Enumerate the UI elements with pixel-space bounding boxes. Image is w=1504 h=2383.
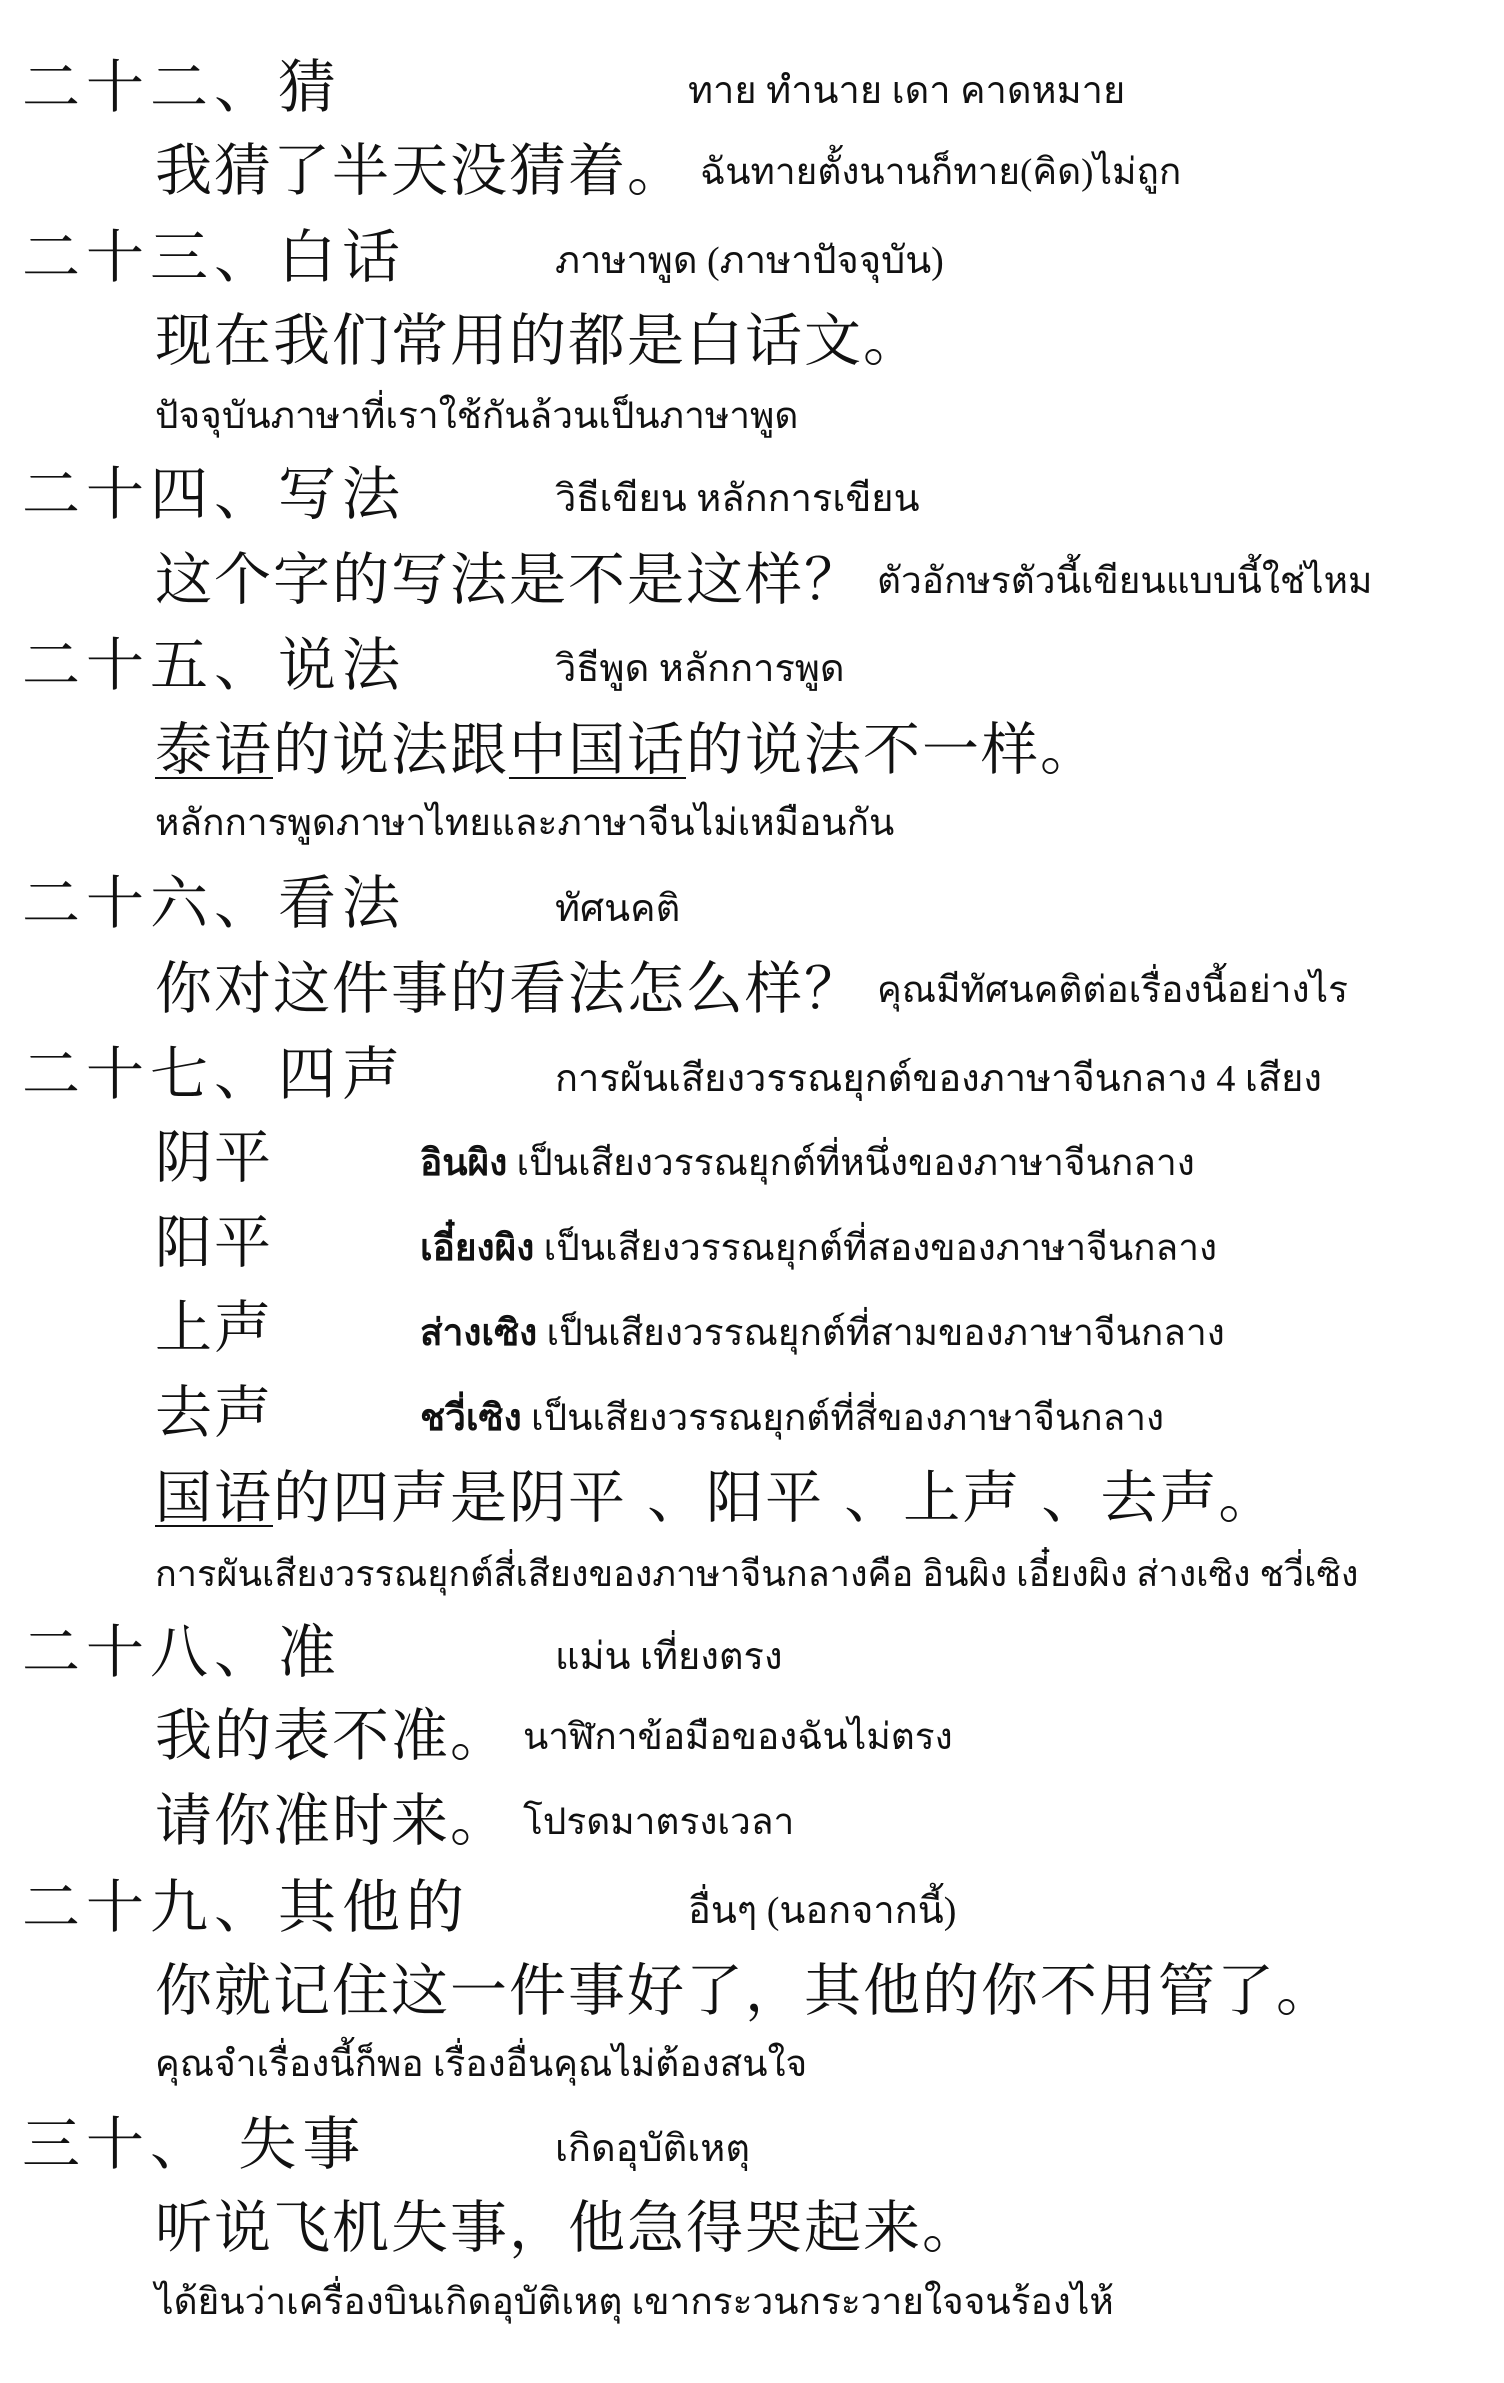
meaning-23: ภาษาพูด (ภาษาปัจจุบัน) (555, 240, 944, 282)
example-25-th: หลักการพูดภาษาไทยและภาษาจีนไม่เหมือนกัน (155, 803, 895, 844)
example-30-zh: 听说飞机失事，他急得哭起来。 (155, 2195, 981, 2261)
example-28b-th: โปรดมาตรงเวลา (523, 1802, 795, 1844)
tone-desc-text: เป็นเสียงวรรณยุกต์ที่สามของภาษาจีนกลาง (537, 1313, 1225, 1354)
example-26 (155, 956, 1348, 1022)
example-22 (155, 138, 1182, 204)
tone-reading: ส่างเซิง (420, 1313, 538, 1354)
underlined-term: 泰语 (155, 717, 273, 783)
example-26-th: คุณมีทัศนคติต่อเรื่องนี้อย่างไร (877, 970, 1348, 1012)
example-27-zh-part: 的四声是阴平 、阳平 、上声 、去声。 (273, 1465, 1278, 1531)
tone-desc-text: เป็นเสียงวรรณยุกต์ที่สองของภาษาจีนกลาง (534, 1228, 1218, 1269)
example-29-zh: 你就记住这一件事好了，其他的你不用管了。 (155, 1958, 1335, 2024)
example-22-zh: 我猜了半天没猜着。 (155, 138, 686, 204)
tone-name: 阴平 (155, 1125, 273, 1191)
heading-28: 二十八、准 (22, 1618, 343, 1686)
tone-name: 阳平 (155, 1210, 273, 1276)
example-25-zh-part: 的说法不一样。 (686, 717, 1099, 783)
heading-25: 二十五、说法 (22, 631, 407, 699)
meaning-24: วิธีเขียน หลักการเขียน (555, 478, 920, 520)
tone-desc (420, 1230, 1217, 1267)
tone-desc (420, 1400, 1164, 1437)
underlined-term: 中国话 (509, 717, 686, 783)
example-29-th: คุณจำเรื่องนี้ก็พอ เรื่องอื่นคุณไม่ต้องสนใจ (155, 2044, 808, 2085)
heading-27: 二十七、四声 (22, 1040, 407, 1108)
heading-24: 二十四、写法 (22, 460, 407, 528)
tone-reading: เอี๋ยงผิง (420, 1228, 535, 1269)
example-22-th: ฉันทายตั้งนานก็ทาย(คิด)ไม่ถูก (700, 152, 1182, 194)
example-25-zh (155, 717, 1099, 783)
heading-29: 二十九、其他的 (22, 1873, 471, 1941)
example-25-zh-part: 的说法跟 (273, 717, 509, 783)
heading-30: 三十、 失事 (22, 2110, 367, 2178)
example-27-th: การผันเสียงวรรณยุกต์สี่เสียงของภาษาจีนกลางคือ อินผิง เอี๋ยงผิง ส่างเซิง ชวี่เซิง (155, 1554, 1359, 1594)
example-26-zh: 你对这件事的看法怎么样？ (155, 956, 863, 1022)
meaning-25: วิธีพูด หลักการพูด (555, 648, 845, 690)
tone-desc (420, 1315, 1225, 1352)
example-28a-th: นาฬิกาข้อมือของฉันไม่ตรง (523, 1717, 953, 1759)
underlined-term: 国语 (155, 1465, 273, 1531)
tone-desc-text: เป็นเสียงวรรณยุกต์ที่หนึ่งของภาษาจีนกลาง (507, 1143, 1195, 1184)
tone-desc-text: เป็นเสียงวรรณยุกต์ที่สี่ของภาษาจีนกลาง (521, 1398, 1165, 1439)
example-28b-zh: 请你准时来。 (155, 1788, 509, 1854)
example-23-zh: 现在我们常用的都是白话文。 (155, 308, 922, 374)
example-24-th: ตัวอักษรตัวนี้เขียนแบบนี้ใช่ไหม (877, 561, 1373, 603)
example-28a-zh: 我的表不准。 (155, 1703, 509, 1769)
example-28a (155, 1703, 953, 1769)
meaning-28: แม่น เที่ยงตรง (555, 1636, 783, 1678)
meaning-30: เกิดอุบัติเหตุ (555, 2128, 751, 2170)
heading-26: 二十六、看法 (22, 869, 407, 937)
heading-23: 二十三、白话 (22, 223, 407, 291)
example-23-th: ปัจจุบันภาษาที่เราใช้กันล้วนเป็นภาษาพูด (155, 396, 799, 437)
meaning-26: ทัศนคติ (555, 888, 681, 930)
tone-name: 去声 (155, 1380, 273, 1446)
meaning-27: การผันเสียงวรรณยุกต์ของภาษาจีนกลาง 4 เสียง (555, 1058, 1322, 1100)
tone-reading: อินผิง (420, 1143, 508, 1184)
tone-desc (420, 1145, 1195, 1182)
heading-22: 二十二、猜 (22, 53, 343, 121)
example-24-zh: 这个字的写法是不是这样？ (155, 547, 863, 613)
meaning-22: ทาย ทำนาย เดา คาดหมาย (688, 70, 1126, 112)
tone-reading: ชวี่เซิง (420, 1398, 522, 1439)
example-30-th: ได้ยินว่าเครื่องบินเกิดอุบัติเหตุ เขากระวนกระวายใจจนร้องไห้ (155, 2282, 1114, 2323)
example-24 (155, 547, 1373, 613)
tone-name: 上声 (155, 1295, 273, 1361)
example-27-zh (155, 1465, 1278, 1531)
meaning-29: อื่นๆ (นอกจากนี้) (688, 1890, 957, 1932)
example-28b (155, 1788, 795, 1854)
